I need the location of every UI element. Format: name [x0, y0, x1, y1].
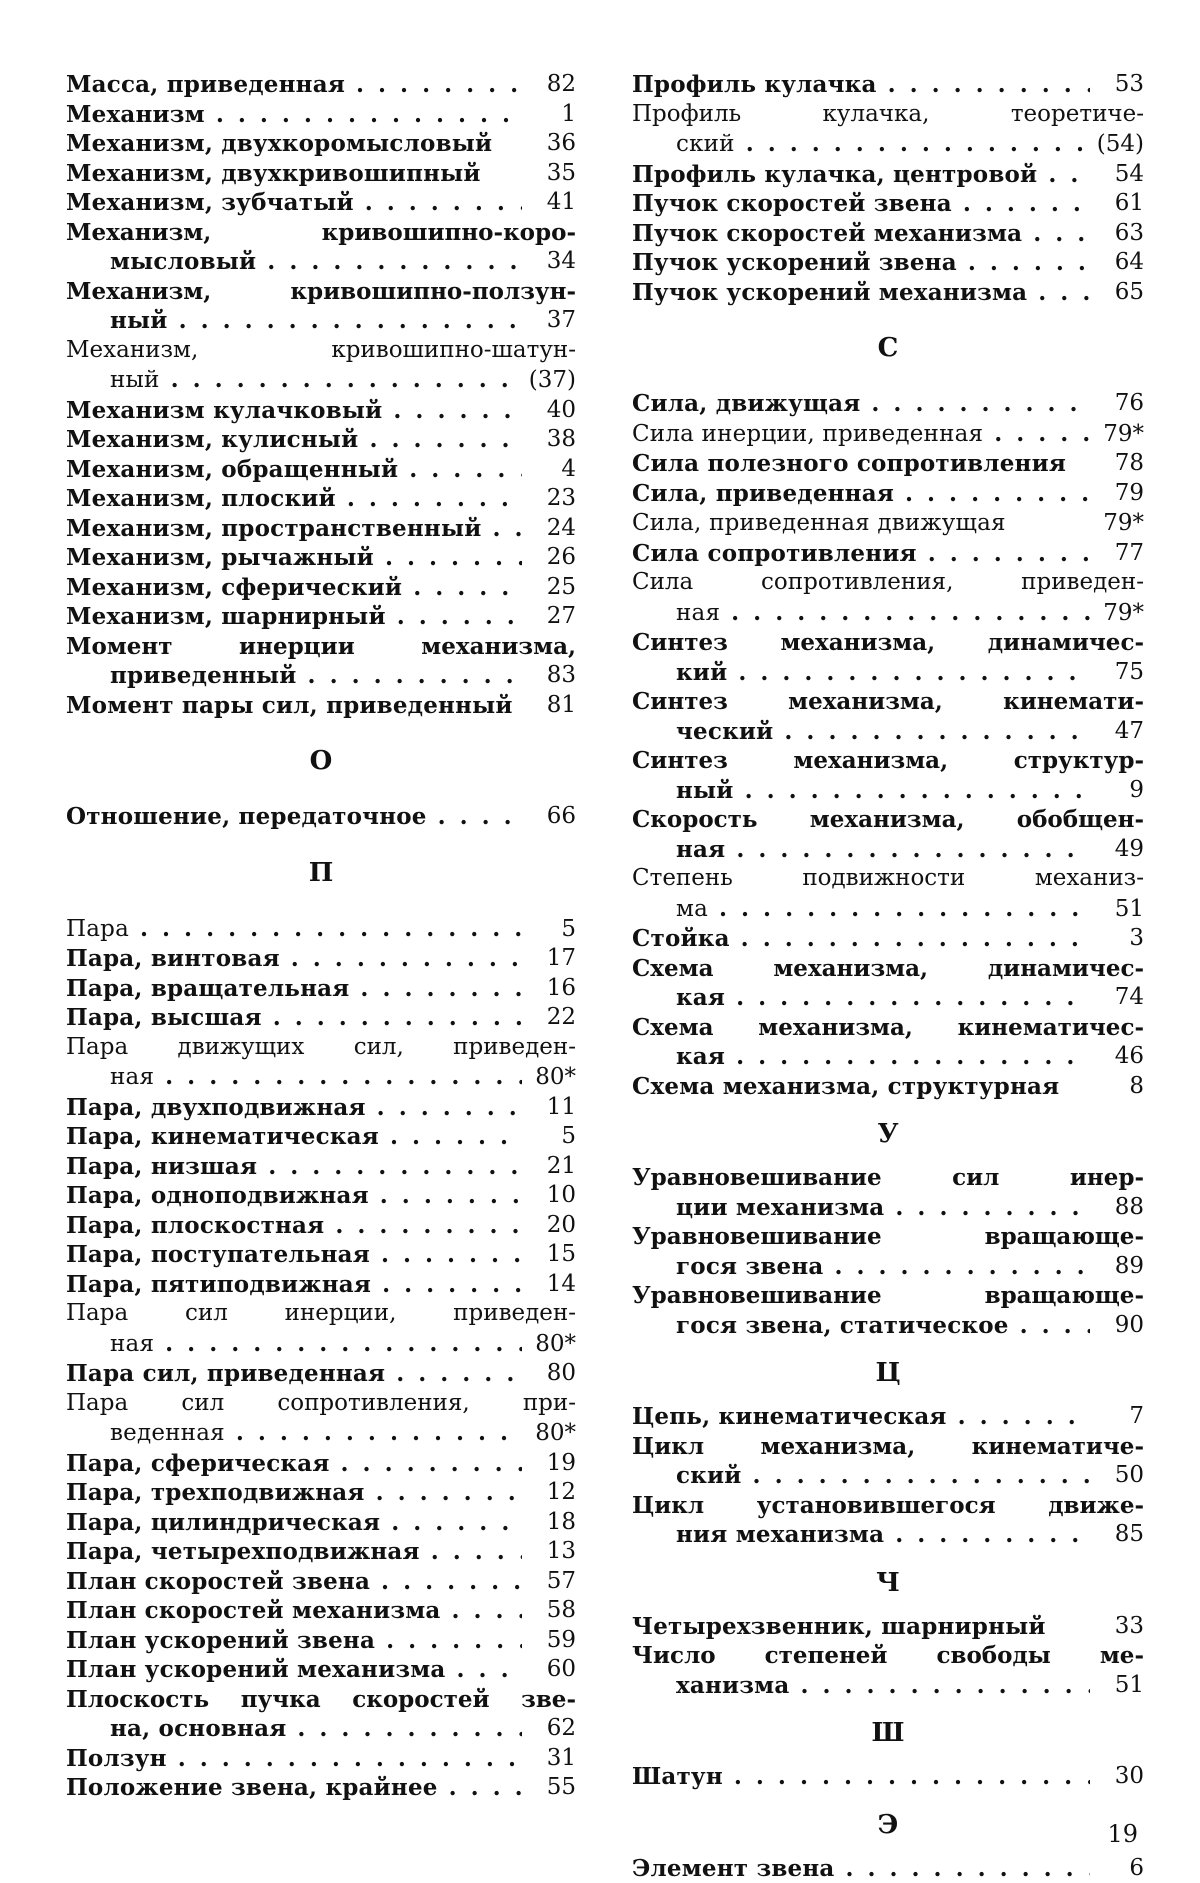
- index-term: Механизм, двухкривошипный: [66, 159, 522, 189]
- index-page-ref: 12: [522, 1478, 576, 1508]
- section-letter: У: [632, 1119, 1144, 1149]
- index-term: ный . . .: [110, 365, 521, 396]
- index-term: ный . . .: [110, 306, 522, 336]
- index-term: кая . . .: [676, 983, 1090, 1013]
- index-term: ная . . .: [110, 1062, 522, 1093]
- index-term: Пара, трехподвижная . . .: [66, 1478, 522, 1508]
- index-term: Цепь, кинематическая . . .: [632, 1402, 1090, 1432]
- index-entry-wrapped: [632, 1013, 1144, 1072]
- index-term-continuation: [66, 247, 576, 277]
- index-entry-wrapped: [632, 1641, 1144, 1700]
- index-page-ref: 6: [1090, 1854, 1144, 1883]
- section-letter: П: [66, 858, 576, 888]
- index-page-ref: 5: [522, 915, 576, 945]
- index-term: Пара, двухподвижная . . .: [66, 1093, 522, 1123]
- index-entry: [632, 1402, 1144, 1432]
- index-entry-wrapped: [632, 805, 1144, 864]
- index-page-ref: 4: [522, 455, 576, 485]
- index-entry: [66, 573, 576, 603]
- index-page-ref: 79: [1090, 479, 1144, 509]
- index-term-first-line: Уравновешивание вращающе-: [632, 1281, 1144, 1311]
- index-page-ref: 66: [522, 802, 576, 832]
- index-page-ref: (37): [521, 366, 576, 396]
- index-term: Масса, приведенная . . .: [66, 70, 522, 100]
- index-entry: [632, 539, 1144, 569]
- index-page-ref: 22: [522, 1003, 576, 1033]
- index-entry: [66, 914, 576, 945]
- index-term: Шатун . . .: [632, 1762, 1090, 1792]
- index-term-first-line: Число степеней свободы ме-: [632, 1641, 1144, 1671]
- index-page-ref: 54: [1090, 160, 1144, 190]
- index-page-ref: 80: [522, 1359, 576, 1389]
- index-term-continuation: [632, 1042, 1144, 1072]
- index-term: Механизм, шарнирный . . .: [66, 602, 522, 632]
- index-entry: [66, 1181, 576, 1211]
- index-page-ref: 24: [522, 514, 576, 544]
- index-term-first-line: Уравновешивание сил инер-: [632, 1163, 1144, 1193]
- index-page-ref: 61: [1090, 189, 1144, 219]
- index-page-ref: 3: [1090, 924, 1144, 954]
- index-page-ref: 17: [522, 944, 576, 974]
- index-page-ref: 16: [522, 974, 576, 1004]
- index-entry-wrapped: [632, 1432, 1144, 1491]
- index-term: План скоростей звена . . .: [66, 1567, 522, 1597]
- index-entry: [632, 449, 1144, 479]
- index-entry: [632, 248, 1144, 278]
- index-page-ref: 40: [522, 396, 576, 426]
- index-page-ref: 26: [522, 543, 576, 573]
- index-term: Пара, низшая . . .: [66, 1152, 522, 1182]
- index-page-ref: 35: [522, 159, 576, 189]
- index-page-ref: 37: [522, 306, 576, 336]
- index-entry: [632, 189, 1144, 219]
- index-entry-wrapped: [632, 1163, 1144, 1222]
- index-entry-wrapped: [66, 218, 576, 277]
- index-term-continuation: [632, 1311, 1144, 1341]
- index-term: Пара, плоскостная . . .: [66, 1211, 522, 1241]
- index-page-ref: 79*: [1090, 599, 1144, 629]
- index-term: гося звена . . .: [676, 1252, 1090, 1282]
- index-page-ref: 10: [522, 1181, 576, 1211]
- index-term: ная . . .: [110, 1329, 522, 1360]
- index-entry: [66, 1240, 576, 1270]
- section-letter: С: [632, 333, 1144, 363]
- index-term: Механизм, пространственный . . .: [66, 514, 522, 544]
- index-term: Пара сил, приведенная . . .: [66, 1359, 522, 1389]
- index-page-ref: 14: [522, 1270, 576, 1300]
- index-entry: [66, 974, 576, 1004]
- index-page-ref: 36: [522, 129, 576, 159]
- index-entry: [66, 1478, 576, 1508]
- index-term: Схема механизма, структурная: [632, 1072, 1090, 1102]
- index-term: Механизм кулачковый . . .: [66, 396, 522, 426]
- index-page-ref: 90: [1090, 1311, 1144, 1341]
- index-term: Механизм, сферический . . .: [66, 573, 522, 603]
- index-entry: [632, 389, 1144, 419]
- index-term-continuation: [66, 1714, 576, 1744]
- index-entry: [632, 508, 1144, 539]
- index-term: Механизм, плоский . . .: [66, 484, 522, 514]
- index-page-ref: 11: [522, 1093, 576, 1123]
- index-term: Стойка . . .: [632, 924, 1090, 954]
- index-term: Пара, винтовая . . .: [66, 944, 522, 974]
- index-term-continuation: [66, 365, 576, 396]
- index-entry-wrapped: [66, 1033, 576, 1093]
- index-entry: [66, 1508, 576, 1538]
- index-entry-wrapped: [632, 746, 1144, 805]
- index-term-continuation: [66, 661, 576, 691]
- index-entry: [66, 1093, 576, 1123]
- index-term-first-line: Пара сил инерции, приведен-: [66, 1299, 576, 1329]
- index-page-ref: 38: [522, 425, 576, 455]
- index-entry: [632, 479, 1144, 509]
- index-page-ref: 7: [1090, 1402, 1144, 1432]
- index-term: ный . . .: [676, 776, 1090, 806]
- index-page-ref: 89: [1090, 1252, 1144, 1282]
- index-page-ref: 49: [1090, 835, 1144, 865]
- index-column-left: [66, 70, 576, 1803]
- index-page-ref: 57: [522, 1567, 576, 1597]
- index-term-continuation: [632, 1520, 1144, 1550]
- index-entry-wrapped: [632, 1281, 1144, 1340]
- index-term-continuation: [632, 894, 1144, 925]
- section-letter: Ш: [632, 1718, 1144, 1748]
- index-page-ref: 51: [1090, 895, 1144, 925]
- index-term: Отношение, передаточное . . .: [66, 802, 522, 832]
- index-term: кая . . .: [676, 1042, 1090, 1072]
- index-term-first-line: Профиль кулачка, теоретиче-: [632, 100, 1144, 130]
- index-term-continuation: [66, 1329, 576, 1360]
- index-term: Механизм, обращенный . . .: [66, 455, 522, 485]
- index-entry: [66, 1537, 576, 1567]
- index-term: Сила полезного сопротивления: [632, 449, 1090, 479]
- index-entry-wrapped: [66, 1299, 576, 1359]
- index-term-first-line: Механизм, кривошипно-ползун-: [66, 277, 576, 307]
- index-term: Механизм, кулисный . . .: [66, 425, 522, 455]
- index-entry-wrapped: [66, 1389, 576, 1449]
- index-entry: [632, 1072, 1144, 1102]
- index-term: План ускорений звена . . .: [66, 1626, 522, 1656]
- index-page-ref: 21: [522, 1152, 576, 1182]
- index-term: на, основная . . .: [110, 1714, 522, 1744]
- index-page-ref: 13: [522, 1537, 576, 1567]
- index-page-ref: 59: [522, 1626, 576, 1656]
- index-term: ная . . .: [676, 835, 1090, 865]
- index-term-continuation: [632, 983, 1144, 1013]
- index-page-ref: 78: [1090, 449, 1144, 479]
- index-term: гося звена, статическое . . .: [676, 1311, 1090, 1341]
- index-entry: [66, 1773, 576, 1803]
- index-term-continuation: [66, 1418, 576, 1449]
- index-page-ref: 77: [1090, 539, 1144, 569]
- index-term: Пара, четырехподвижная . . .: [66, 1537, 522, 1567]
- index-term: Пара, вращательная . . .: [66, 974, 522, 1004]
- section-letter: Ц: [632, 1358, 1144, 1388]
- index-term-continuation: [632, 129, 1144, 160]
- index-entry-wrapped: [632, 954, 1144, 1013]
- index-entry: [66, 1655, 576, 1685]
- index-entry: [632, 419, 1144, 450]
- index-page-ref: 80*: [522, 1419, 576, 1449]
- index-entry: [66, 1270, 576, 1300]
- index-term-first-line: Степень подвижности механиз-: [632, 864, 1144, 894]
- index-term-first-line: Момент инерции механизма,: [66, 632, 576, 662]
- index-entry: [66, 1211, 576, 1241]
- index-term-first-line: Плоскость пучка скоростей зве-: [66, 1685, 576, 1715]
- index-term: Профиль кулачка, центровой . . .: [632, 160, 1090, 190]
- index-page-ref: 1: [522, 100, 576, 130]
- index-term: Профиль кулачка . . .: [632, 70, 1090, 100]
- index-entry: [66, 129, 576, 159]
- index-entry-wrapped: [66, 1685, 576, 1744]
- index-column-right: [632, 70, 1144, 1883]
- index-entry: [66, 514, 576, 544]
- index-term: Элемент звена . . .: [632, 1854, 1090, 1883]
- index-page-ref: 5: [522, 1122, 576, 1152]
- index-entry: [66, 425, 576, 455]
- index-term-continuation: [66, 306, 576, 336]
- index-page-ref: 20: [522, 1211, 576, 1241]
- index-page-ref: 83: [522, 661, 576, 691]
- index-term: ский . . .: [676, 129, 1089, 160]
- index-term-first-line: Синтез механизма, динамичес-: [632, 628, 1144, 658]
- index-term: ции механизма . . .: [676, 1193, 1090, 1223]
- index-page-ref: 62: [522, 1714, 576, 1744]
- index-page-ref: 74: [1090, 983, 1144, 1013]
- index-entry: [66, 1626, 576, 1656]
- index-entry: [632, 1854, 1144, 1883]
- index-entry: [66, 1744, 576, 1774]
- index-term: ский . . .: [676, 1461, 1090, 1491]
- index-term: Сила инерции, приведенная . . .: [632, 419, 1090, 450]
- index-term: Сила, движущая . . .: [632, 389, 1090, 419]
- index-entry: [632, 219, 1144, 249]
- index-entry: [66, 802, 576, 832]
- index-term: ческий . . .: [676, 717, 1090, 747]
- index-entry: [66, 543, 576, 573]
- index-term: ханизма . . .: [676, 1671, 1090, 1701]
- index-term: Пара . . .: [66, 914, 522, 945]
- index-entry: [66, 1003, 576, 1033]
- index-entry: [66, 1122, 576, 1152]
- index-page-ref: 27: [522, 602, 576, 632]
- index-term: мысловый . . .: [110, 247, 522, 277]
- index-entry: [66, 691, 576, 721]
- index-term: Пара, высшая . . .: [66, 1003, 522, 1033]
- index-page-ref: 8: [1090, 1072, 1144, 1102]
- index-entry: [66, 1359, 576, 1389]
- index-term-first-line: Механизм, кривошипно-коро-: [66, 218, 576, 248]
- index-page-ref: (54): [1089, 130, 1144, 160]
- index-entry: [632, 924, 1144, 954]
- index-entry: [66, 602, 576, 632]
- index-term: Ползун . . .: [66, 1744, 522, 1774]
- index-term-continuation: [632, 1461, 1144, 1491]
- index-term: Сила сопротивления . . .: [632, 539, 1090, 569]
- index-term: Сила, приведенная . . .: [632, 479, 1090, 509]
- index-term-first-line: Цикл механизма, кинематиче-: [632, 1432, 1144, 1462]
- index-page-ref: 41: [522, 188, 576, 218]
- index-term-first-line: Скорость механизма, обобщен-: [632, 805, 1144, 835]
- index-entry-wrapped: [632, 687, 1144, 746]
- index-term: Пара, кинематическая . . .: [66, 1122, 522, 1152]
- index-entry-wrapped: [632, 628, 1144, 687]
- index-page-ref: 25: [522, 573, 576, 603]
- index-entry: [66, 159, 576, 189]
- index-term: Пучок скоростей механизма . . .: [632, 219, 1090, 249]
- index-term-continuation: [632, 598, 1144, 629]
- section-letter: Э: [632, 1810, 1144, 1840]
- index-page-ref: 34: [522, 247, 576, 277]
- index-page-ref: 47: [1090, 717, 1144, 747]
- index-term-first-line: Схема механизма, динамичес-: [632, 954, 1144, 984]
- index-term: Пучок ускорений звена . . .: [632, 248, 1090, 278]
- index-entry: [632, 1762, 1144, 1792]
- index-term-first-line: Пара сил сопротивления, при-: [66, 1389, 576, 1419]
- index-page-ref: 18: [522, 1508, 576, 1538]
- index-page-ref: 55: [522, 1773, 576, 1803]
- index-page-ref: 31: [522, 1744, 576, 1774]
- index-term: Механизм, рычажный . . .: [66, 543, 522, 573]
- index-entry-wrapped: [66, 336, 576, 396]
- index-entry: [66, 944, 576, 974]
- index-page-ref: 75: [1090, 658, 1144, 688]
- index-term: приведенный . . .: [110, 661, 522, 691]
- index-term: Механизм . . .: [66, 100, 522, 130]
- index-page-ref: 19: [522, 1449, 576, 1479]
- index-page-ref: 79*: [1090, 420, 1144, 450]
- index-entry-wrapped: [632, 1222, 1144, 1281]
- index-term-first-line: Уравновешивание вращающе-: [632, 1222, 1144, 1252]
- index-page-ref: 63: [1090, 219, 1144, 249]
- index-term: кий . . .: [676, 658, 1090, 688]
- index-page-ref: 23: [522, 484, 576, 514]
- index-entry-wrapped: [632, 568, 1144, 628]
- index-term: веденная . . .: [110, 1418, 522, 1449]
- index-term: ния механизма . . .: [676, 1520, 1090, 1550]
- index-page-ref: 81: [522, 691, 576, 721]
- index-entry: [632, 278, 1144, 308]
- index-entry: [66, 1449, 576, 1479]
- index-page-ref: 82: [522, 70, 576, 100]
- index-entry: [632, 160, 1144, 190]
- index-entry-wrapped: [632, 864, 1144, 924]
- index-page-ref: 58: [522, 1596, 576, 1626]
- index-term: План скоростей механизма . . .: [66, 1596, 522, 1626]
- index-entry: [632, 1612, 1144, 1642]
- index-term-continuation: [632, 1671, 1144, 1701]
- index-term-continuation: [632, 658, 1144, 688]
- index-term-first-line: Сила сопротивления, приведен-: [632, 568, 1144, 598]
- section-letter: Ч: [632, 1568, 1144, 1598]
- index-page-ref: 30: [1090, 1762, 1144, 1792]
- index-term: План ускорений механизма . . .: [66, 1655, 522, 1685]
- index-term: Пара, пятиподвижная . . .: [66, 1270, 522, 1300]
- index-page-ref: 60: [522, 1655, 576, 1685]
- index-entry: [66, 100, 576, 130]
- index-term-first-line: Синтез механизма, кинемати-: [632, 687, 1144, 717]
- index-page-ref: 85: [1090, 1520, 1144, 1550]
- index-term: ма . . .: [676, 894, 1090, 925]
- index-page-ref: 79*: [1090, 509, 1144, 539]
- index-entry: [632, 70, 1144, 100]
- index-entry: [66, 396, 576, 426]
- index-term: Пучок скоростей звена . . .: [632, 189, 1090, 219]
- index-term: Пучок ускорений механизма . . .: [632, 278, 1090, 308]
- index-term: Пара, поступательная . . .: [66, 1240, 522, 1270]
- index-entry: [66, 1152, 576, 1182]
- index-page-ref: 50: [1090, 1461, 1144, 1491]
- section-letter: О: [66, 746, 576, 776]
- index-page-ref: 9: [1090, 776, 1144, 806]
- index-page-ref: 33: [1090, 1612, 1144, 1642]
- index-term: Механизм, зубчатый . . .: [66, 188, 522, 218]
- index-term-continuation: [66, 1062, 576, 1093]
- index-term: ная . . .: [676, 598, 1090, 629]
- index-page-ref: 88: [1090, 1193, 1144, 1223]
- index-term-first-line: Цикл установившегося движе-: [632, 1491, 1144, 1521]
- index-term-continuation: [632, 835, 1144, 865]
- index-term: Сила, приведенная движущая: [632, 508, 1090, 539]
- index-term-first-line: Схема механизма, кинематичес-: [632, 1013, 1144, 1043]
- page-number: 19: [1107, 1820, 1138, 1848]
- index-term-continuation: [632, 717, 1144, 747]
- index-entry-wrapped: [66, 277, 576, 336]
- index-entry: [66, 1567, 576, 1597]
- index-term: Механизм, двухкоромысловый: [66, 129, 522, 159]
- index-entry-wrapped: [66, 632, 576, 691]
- index-page-ref: 80*: [522, 1063, 576, 1093]
- index-page-ref: 65: [1090, 278, 1144, 308]
- index-term: Пара, одноподвижная . . .: [66, 1181, 522, 1211]
- index-entry: [66, 455, 576, 485]
- index-entry-wrapped: [632, 1491, 1144, 1550]
- index-page-ref: 64: [1090, 248, 1144, 278]
- index-term-first-line: Механизм, кривошипно-шатун-: [66, 336, 576, 366]
- index-page-ref: 15: [522, 1240, 576, 1270]
- index-entry-wrapped: [632, 100, 1144, 160]
- index-term: Пара, цилиндрическая . . .: [66, 1508, 522, 1538]
- index-page-ref: 46: [1090, 1042, 1144, 1072]
- index-term-continuation: [632, 776, 1144, 806]
- index-page-ref: 53: [1090, 70, 1144, 100]
- index-term: Момент пары сил, приведенный: [66, 691, 522, 721]
- index-entry: [66, 484, 576, 514]
- index-term-first-line: Синтез механизма, структур-: [632, 746, 1144, 776]
- index-term: Четырехзвенник, шарнирный: [632, 1612, 1090, 1642]
- index-entry: [66, 188, 576, 218]
- index-entry: [66, 1596, 576, 1626]
- index-page-ref: 80*: [522, 1330, 576, 1360]
- index-term: Положение звена, крайнее . . .: [66, 1773, 522, 1803]
- index-term-continuation: [632, 1193, 1144, 1223]
- index-term-first-line: Пара движущих сил, приведен-: [66, 1033, 576, 1063]
- index-page-ref: 76: [1090, 389, 1144, 419]
- index-page-ref: 51: [1090, 1671, 1144, 1701]
- index-entry: [66, 70, 576, 100]
- index-term-continuation: [632, 1252, 1144, 1282]
- index-term: Пара, сферическая . . .: [66, 1449, 522, 1479]
